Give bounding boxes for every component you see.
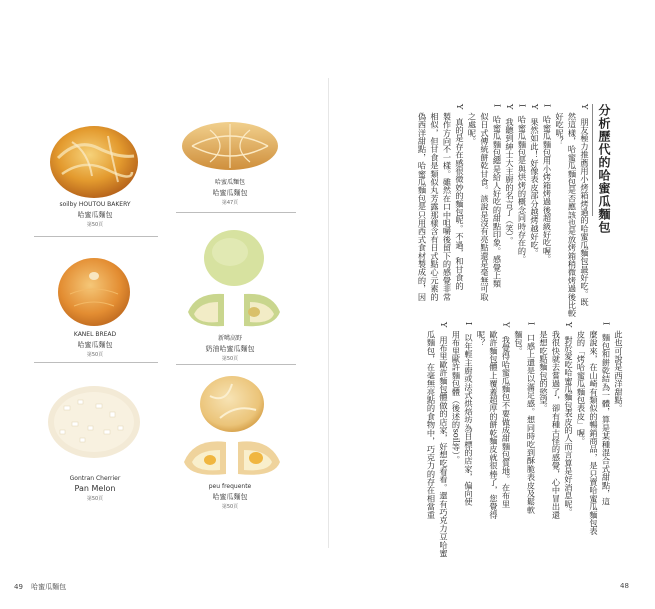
divider — [34, 236, 158, 237]
divider — [176, 212, 296, 213]
gutter — [328, 78, 329, 548]
caption-shop: 哈蜜瓜麵包 — [214, 179, 245, 186]
caption-product: 哈蜜瓜麵包 — [212, 493, 248, 501]
caption-product: 奶油哈蜜瓜麵包 — [205, 345, 255, 353]
paragraph: I 麵包和餅乾結為一體，算是某種混合式甜點，這 麼說來，在山崎有類似的暢銷商品，是只賣哈蜜瓜麵包表 皮的「烤哈蜜瓜麵包表皮」喔。 — [576, 322, 612, 536]
paragraph: Y 朋友極力推薦用小烤箱烤過的哈蜜瓜麵包最好吃。既 然這樣，哈蜜瓜麵包是否應該也是放烤箱稍微烤過後比較 好吃呢？ — [555, 104, 590, 318]
caption-kanel — [40, 330, 150, 360]
caption-product: 哈蜜瓜麵包 — [212, 189, 248, 197]
text-block-bottom — [425, 322, 625, 558]
paragraph: I 哈蜜瓜麵包是與烘烤的概念同時存在的。 — [517, 104, 528, 264]
caption-page: 第50頁 — [86, 496, 104, 502]
paragraph: Y 我覺得哈蜜瓜麵包不要做成甜麵包質地。在布里 歐許麵包體上覆蓋超厚的餅乾麵皮就很棒了，您覺得 呢？ — [476, 322, 512, 519]
caption-shop: soilby HOUTOU BAKERY — [59, 201, 131, 208]
paragraph: Y 果然如此！好像表皮部分越烤越好吃。 — [530, 104, 540, 258]
page-number: 48 — [620, 582, 629, 590]
caption-matcha — [170, 334, 290, 364]
melon-pan-kanel-image — [54, 254, 134, 330]
caption-shop: KANEL BREAD — [73, 331, 117, 338]
melon-pan-soilby-image — [48, 118, 140, 200]
caption-page: 第50頁 — [86, 352, 104, 358]
section-title: 分析歷代的哈蜜瓜麵包 — [597, 104, 611, 234]
caption-shop: 新噶高野 — [217, 335, 242, 342]
right-folio — [620, 582, 629, 590]
caption-soilby — [40, 200, 150, 230]
title-rule — [592, 104, 593, 216]
paragraph: Y 用布里歐許麵包體做的店家，好想吃看看。還有巧克力豆哈蜜 瓜麵包，在毫無亮點的食物中，巧克力的存在相當重 — [426, 322, 449, 558]
caption-peu — [170, 482, 290, 512]
paragraph: I 哈蜜瓜麵包用小烤箱烤過後超級好吃喔。 — [542, 104, 553, 264]
divider — [176, 364, 296, 365]
melon-pan-matcha-image — [184, 222, 284, 334]
melon-pan-peu-image — [180, 374, 284, 482]
page-number: 49 — [14, 583, 23, 591]
melon-pan-oval-image — [180, 116, 280, 176]
paragraph: Y 真的是存在感很微妙的麵包呢。不過，和甘食的 製作方向不一樣。雖然在口中咀嚼後留下的感覺非常 相似，但甘食是類似丸芳露那樣含有日式點心元素的 偽西洋甜點，哈蜜瓜麵包是只用西式食材製成的，因 — [417, 104, 465, 301]
caption-page: 第47頁 — [221, 200, 239, 206]
caption-shop: Gontran Cherrier — [69, 475, 121, 482]
caption-page: 第50頁 — [86, 222, 104, 228]
text-block-top — [416, 104, 591, 318]
caption-product: Pan Melon — [74, 484, 116, 493]
caption-product: 哈蜜瓜麵包 — [77, 341, 113, 349]
divider — [34, 362, 158, 363]
melon-pan-gontran-image — [44, 382, 144, 462]
caption-oval — [170, 178, 290, 208]
caption-gontran — [40, 474, 150, 504]
paragraph: I 口感上還是以滿足感。想同時吃到酥脆表皮及鬆軟 麵包。 — [514, 322, 537, 514]
caption-product: 哈蜜瓜麵包 — [77, 211, 113, 219]
caption-page: 第50頁 — [221, 504, 239, 510]
left-folio — [14, 582, 66, 592]
paragraph: I 以年輕主廚或法式烘焙坊為目標的店家，偏向使 用布里歐許麵包體（後述的soil等）。 — [451, 322, 474, 506]
caption-shop: peu frequente — [208, 483, 252, 490]
paragraph: Y 我聽到紳士大主廚的名言了（笑）。 — [505, 104, 515, 245]
paragraph: 此也可說是西洋甜點。 — [614, 322, 624, 413]
paragraph: Y 對於愛吃哈蜜瓜麵包表皮的人而言算是好消息呢。 我很快就去嘗過了，卻有種古怪的感覺，心中冒出還 是想吃點麵包的慾望。 — [539, 322, 574, 519]
running-head: 哈蜜瓜麵包 — [31, 583, 67, 591]
caption-page: 第50頁 — [221, 356, 239, 362]
paragraph: I 哈蜜瓜麵包總是給人好吃的甜點印象。感覺上類 似日式傳統餅乾甘食。該說是沒有亮點還是毫無可取 之處呢。 — [467, 104, 503, 301]
